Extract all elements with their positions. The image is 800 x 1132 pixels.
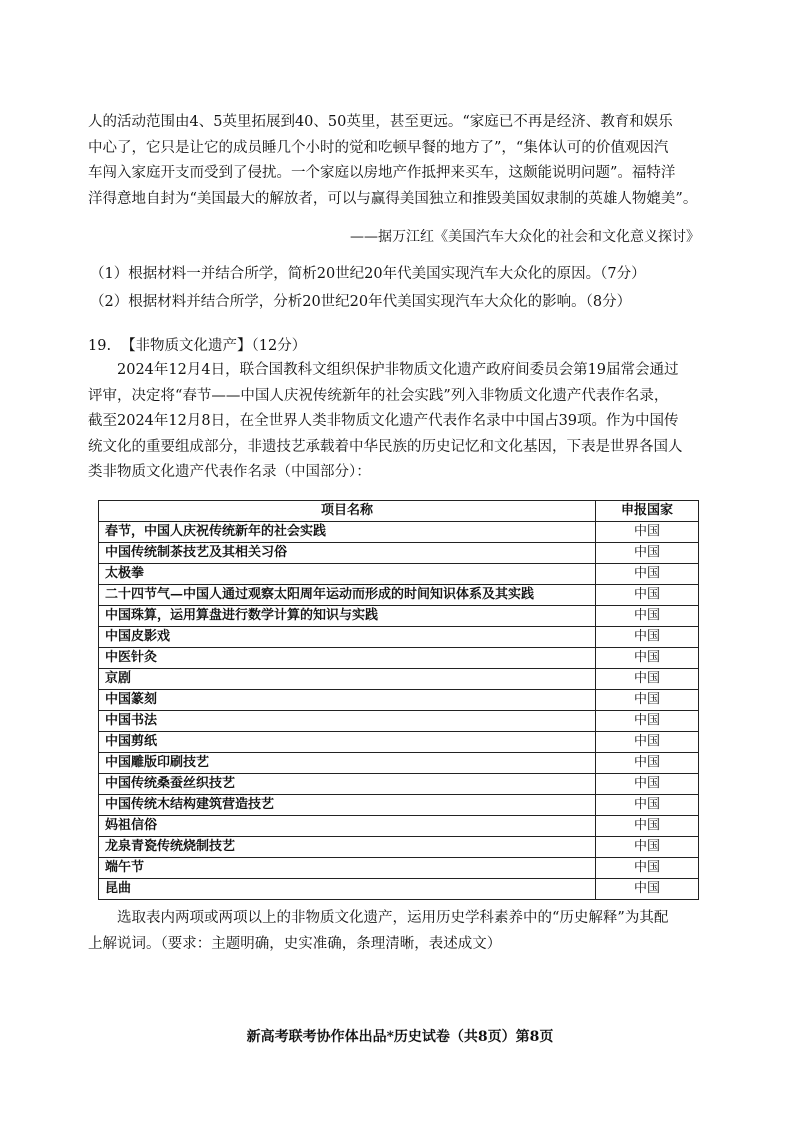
project-name-cell: 中国传统桑蚕丝织技艺: [99, 774, 596, 795]
table-row: [99, 690, 699, 711]
country-cell: 中国: [596, 816, 699, 837]
column-header-country: 申报国家: [596, 501, 699, 522]
table-row: [99, 648, 699, 669]
table-row: [99, 879, 699, 900]
project-name-cell: 中国传统木结构建筑营造技艺: [99, 795, 596, 816]
table-row: [99, 837, 699, 858]
question-title: 【非物质文化遗产】（12分）: [121, 338, 307, 354]
country-cell: 中国: [596, 606, 699, 627]
project-name-cell: 中国剪纸: [99, 732, 596, 753]
project-name-cell: 妈祖信俗: [99, 816, 596, 837]
text-line: 统文化的重要组成部分，非遗技艺承载着中华民族的历史记忆和文化基因，下表是世界各国人: [88, 438, 683, 455]
table-row: [99, 585, 699, 606]
country-cell: 中国: [596, 879, 699, 900]
table-row: [99, 795, 699, 816]
table-body: [99, 522, 699, 900]
page-footer: 新高考联考协作体出品*历史试卷（共8页）第8页: [246, 1029, 554, 1045]
table-header-row: [99, 501, 699, 522]
text-line: 洋得意地自封为“美国最大的解放者，可以与赢得美国独立和推毁美国奴隶制的英雄人物媲美”。: [88, 190, 698, 207]
project-name-cell: 中医针灸: [99, 648, 596, 669]
text-line: 截至2024年12月8日，在全世界人类非物质文化遗产代表作名录中中国占39项。作为中国传: [88, 413, 679, 429]
country-cell: 中国: [596, 690, 699, 711]
project-name-cell: 中国书法: [99, 711, 596, 732]
question-1: （1）根据材料一并结合所学，简析20世纪20年代美国实现汽车大众化的原因。（7分）: [90, 266, 646, 282]
text-line: 中心了，它只是让它的成员睡几个小时的觉和吃顿早餐的地方了”，“集体认可的价值观因汽: [88, 139, 669, 156]
table-row: [99, 564, 699, 585]
text-line: 人的活动范围由4、5英里拓展到40、50英里，甚至更远。“家庭已不再是经济、教育和娱乐: [88, 114, 673, 130]
table-row: [99, 711, 699, 732]
country-cell: 中国: [596, 753, 699, 774]
country-cell: 中国: [596, 543, 699, 564]
project-name-cell: 龙泉青瓷传统烧制技艺: [99, 837, 596, 858]
text-line: 2024年12月4日，联合国教科文组织保护非物质文化遗产政府间委员会第19届常会通过: [88, 362, 679, 378]
table-row: [99, 816, 699, 837]
country-cell: 中国: [596, 774, 699, 795]
country-cell: 中国: [596, 648, 699, 669]
country-cell: 中国: [596, 858, 699, 879]
country-cell: 中国: [596, 711, 699, 732]
text-line: 评审，决定将“春节——中国人庆祝传统新年的社会实践”列入非物质文化遗产代表作名录，: [88, 387, 669, 404]
project-name-cell: 中国珠算，运用算盘进行数学计算的知识与实践: [99, 606, 596, 627]
heritage-table: [98, 500, 699, 900]
question-19-heading: [88, 334, 306, 355]
country-cell: 中国: [596, 627, 699, 648]
material-source: ——据万江红《美国汽车大众化的社会和文化意义探讨》: [350, 229, 700, 245]
country-cell: 中国: [596, 837, 699, 858]
country-cell: 中国: [596, 585, 699, 606]
text-line: 类非物质文化遗产代表作名录（中国部分）：: [88, 464, 371, 480]
country-cell: 中国: [596, 732, 699, 753]
question-19-intro: [88, 358, 704, 486]
column-header-project: 项目名称: [99, 501, 596, 522]
table-row: [99, 858, 699, 879]
project-name-cell: 二十四节气—中国人通过观察太阳周年运动而形成的时间知识体系及其实践: [99, 585, 596, 606]
project-name-cell: 太极拳: [99, 564, 596, 585]
country-cell: 中国: [596, 669, 699, 690]
project-name-cell: 中国传统制茶技艺及其相关习俗: [99, 543, 596, 564]
table-row: [99, 522, 699, 543]
table-row: [99, 669, 699, 690]
table-row: [99, 774, 699, 795]
project-name-cell: 京剧: [99, 669, 596, 690]
project-name-cell: 中国篆刻: [99, 690, 596, 711]
question-number: 19.: [88, 338, 112, 354]
project-name-cell: 中国雕版印刷技艺: [99, 753, 596, 774]
table-row: [99, 543, 699, 564]
project-name-cell: 端午节: [99, 858, 596, 879]
text-line: 选取表内两项或两项以上的非物质文化遗产，运用历史学科素养中的“历史解释”为其配: [88, 910, 669, 926]
text-line: 车闯入家庭开支而受到了侵扰。一个家庭以房地产作抵押来买车，这颇能说明问题”。福特洋: [88, 165, 676, 181]
question-19-task: [88, 906, 704, 957]
country-cell: 中国: [596, 522, 699, 543]
text-line: 上解说词。（要求：主题明确，史实准确，条理清晰，表述成文）: [88, 935, 502, 952]
table-row: [99, 627, 699, 648]
project-name-cell: 中国皮影戏: [99, 627, 596, 648]
question-2: （2）根据材料并结合所学，分析20世纪20年代美国实现汽车大众化的影响。（8分）: [90, 294, 632, 310]
table-row: [99, 732, 699, 753]
material-one-text: [88, 110, 704, 212]
country-cell: 中国: [596, 564, 699, 585]
country-cell: 中国: [596, 795, 699, 816]
project-name-cell: 昆曲: [99, 879, 596, 900]
project-name-cell: 春节，中国人庆祝传统新年的社会实践: [99, 522, 596, 543]
table-row: [99, 753, 699, 774]
table-row: [99, 606, 699, 627]
